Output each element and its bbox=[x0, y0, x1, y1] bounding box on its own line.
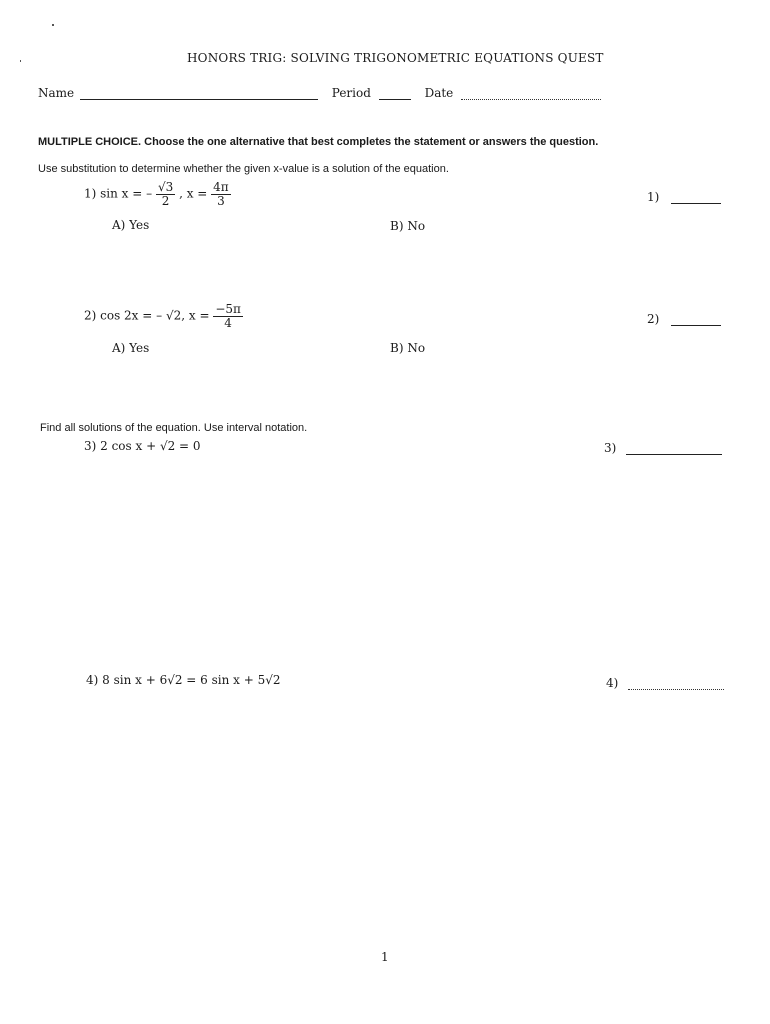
q2-answer-slot bbox=[647, 312, 721, 326]
q1-frac-num: √3 bbox=[157, 180, 174, 194]
q2-answer-field[interactable] bbox=[671, 325, 721, 326]
q1-x-fraction bbox=[211, 181, 231, 207]
q2-x-den: 4 bbox=[224, 315, 232, 330]
q1-prefix: 1) sin x = – bbox=[84, 186, 153, 201]
q1-choice-a[interactable]: A) Yes bbox=[112, 218, 150, 232]
page-number: 1 bbox=[381, 950, 389, 964]
q1-x-den: 3 bbox=[217, 193, 225, 208]
q4-answer-slot bbox=[606, 676, 724, 690]
scan-speck bbox=[20, 60, 21, 62]
name-label: Name bbox=[38, 86, 75, 100]
q2-x-fraction bbox=[213, 303, 243, 329]
page-title: HONORS TRIG: SOLVING TRIGONOMETRIC EQUATIONS QUEST bbox=[187, 51, 604, 65]
period-field[interactable] bbox=[379, 99, 411, 100]
substitution-instructions: Use substitution to determine whether the given x-value is a solution of the equation. bbox=[38, 163, 449, 175]
q1-answer-field[interactable] bbox=[671, 203, 721, 204]
question-2 bbox=[84, 303, 243, 329]
date-field[interactable] bbox=[461, 99, 601, 100]
q3-answer-slot bbox=[604, 441, 722, 455]
multiple-choice-text: Choose the one alternative that best completes the statement or answers the question. bbox=[144, 136, 599, 148]
name-field[interactable] bbox=[80, 99, 318, 100]
q3-answer-field[interactable] bbox=[626, 454, 722, 455]
q2-answer-label: 2) bbox=[647, 312, 660, 326]
multiple-choice-heading: MULTIPLE CHOICE. bbox=[38, 136, 142, 148]
question-4: 4) 8 sin x + 6√2 = 6 sin x + 5√2 bbox=[86, 673, 281, 687]
q1-answer-label: 1) bbox=[647, 190, 660, 204]
question-3: 3) 2 cos x + √2 = 0 bbox=[84, 439, 201, 453]
scan-speck bbox=[52, 24, 54, 26]
q2-x-num: −5π bbox=[215, 302, 241, 316]
student-info-row bbox=[38, 86, 601, 100]
q1-fraction bbox=[156, 181, 175, 207]
q4-answer-label: 4) bbox=[606, 676, 619, 690]
q2-choice-a[interactable]: A) Yes bbox=[112, 341, 150, 355]
period-label: Period bbox=[331, 86, 371, 100]
q2-prefix: 2) cos 2x = – √2, x = bbox=[84, 308, 210, 323]
question-1 bbox=[84, 181, 231, 207]
q1-mid: , x = bbox=[179, 186, 208, 201]
multiple-choice-instructions bbox=[38, 136, 598, 148]
q3-answer-label: 3) bbox=[604, 441, 617, 455]
q1-choice-b[interactable]: B) No bbox=[390, 219, 426, 233]
q1-x-num: 4π bbox=[213, 180, 229, 194]
q4-answer-field[interactable] bbox=[628, 689, 724, 690]
q1-answer-slot bbox=[647, 190, 721, 204]
q2-choice-b[interactable]: B) No bbox=[390, 341, 426, 355]
date-label: Date bbox=[424, 86, 454, 100]
find-solutions-instructions: Find all solutions of the equation. Use interval notation. bbox=[40, 422, 308, 434]
q1-frac-den: 2 bbox=[161, 193, 170, 208]
